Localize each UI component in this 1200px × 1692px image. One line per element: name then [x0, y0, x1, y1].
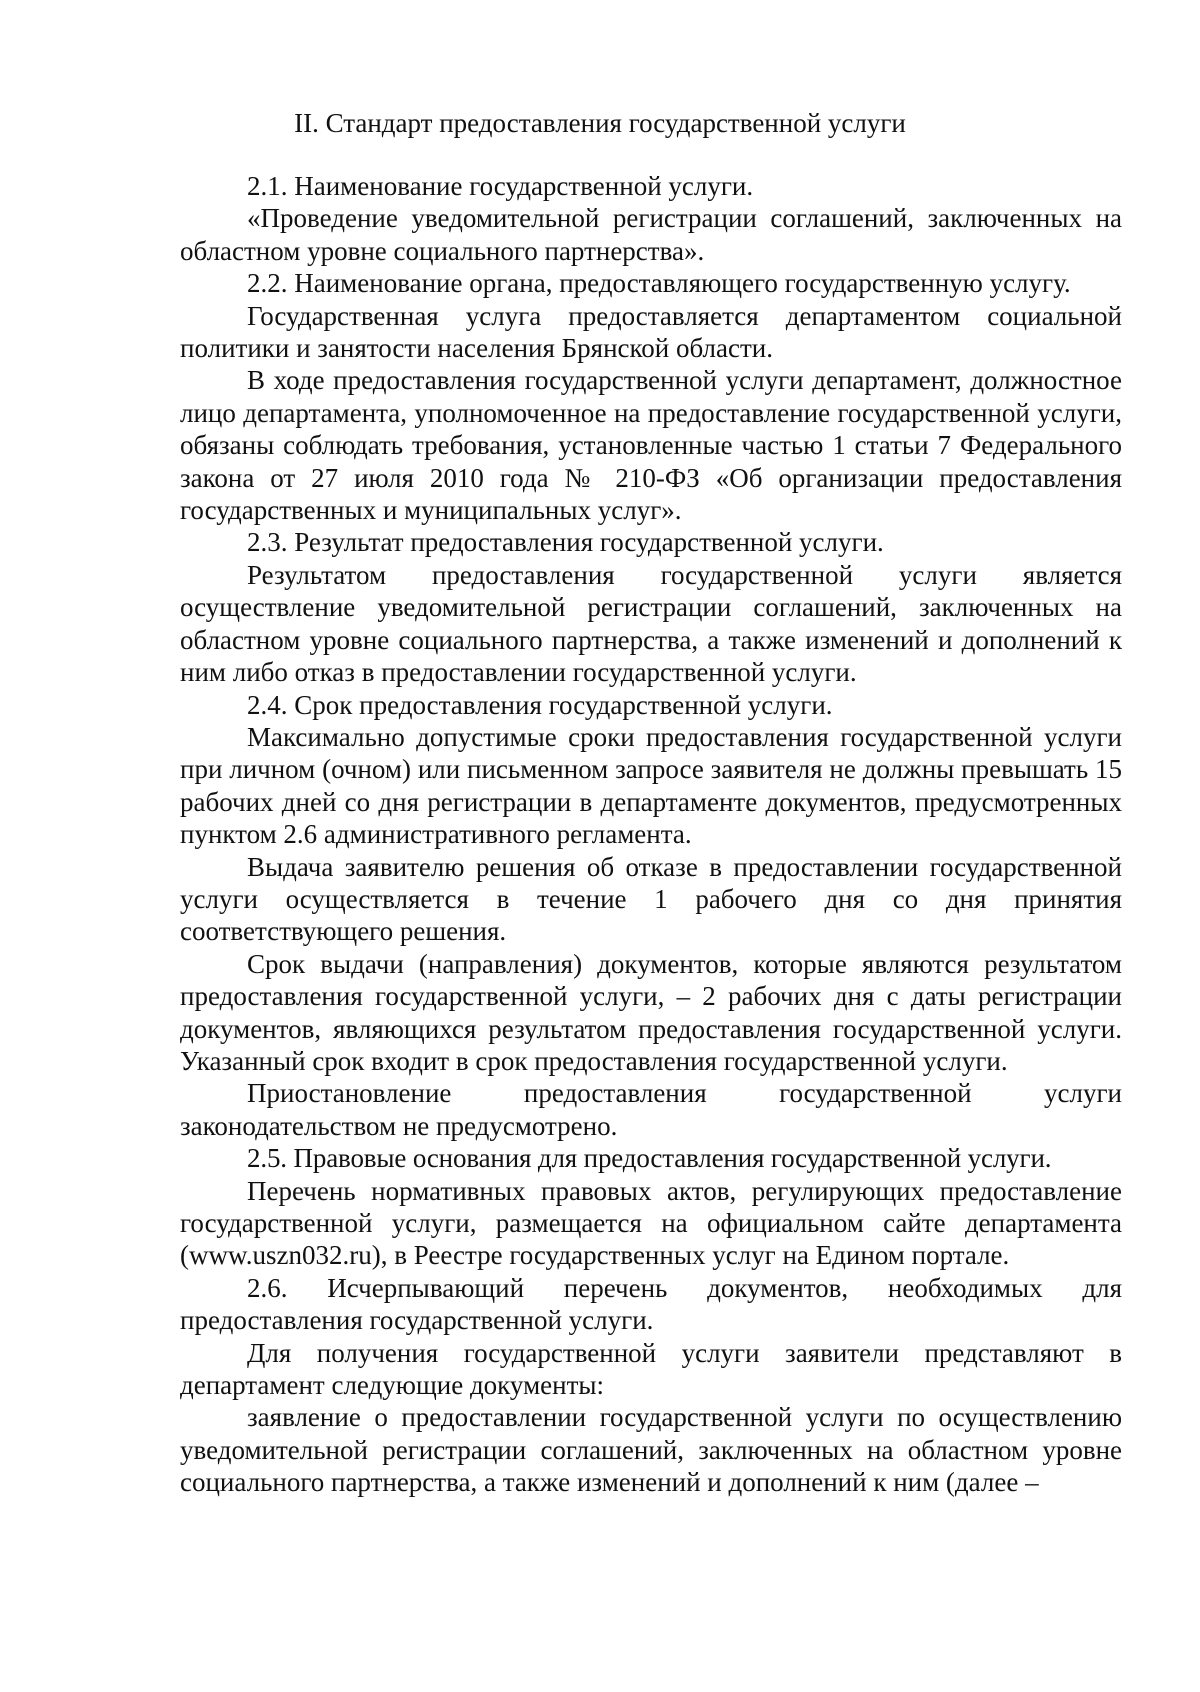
suspension-paragraph: Приостановление предоставления государственной услуги законодательством не предусмотрено. — [180, 1078, 1122, 1141]
issue-term-paragraph: Срок выдачи (направления) документов, которые являются результатом предоставления государственной услуги, – 2 рабочих дня с даты регистрации документов, являющихся результатом предоставления государственной услуги. Указанный срок входит в срок предоставления государственной услуги. — [180, 948, 1122, 1076]
requirements-paragraph: В ходе предоставления государственной услуги департамент, должностное лицо департамента, уполномоченное на предоставление государственной услуги, обязаны соблюдать требования, установленные частью 1 статьи 7 Федерального закона от 27 июля 2010 года № 210-ФЗ «Об организации предоставления государственных и муниципальных услуг». — [180, 365, 1122, 526]
max-term-paragraph: Максимально допустимые сроки предоставления государственной услуги при личном (очном) или письменном запросе заявителя не должны превышать 15 рабочих дней со дня регистрации в департаменте документов, предусмотренных пунктом 2.6 административного регламента. — [180, 721, 1122, 850]
refusal-paragraph: Выдача заявителю решения об отказе в предоставлении государственной услуги осуществляется в течение 1 рабочего дня со дня принятия соответствующего решения. — [180, 851, 1122, 947]
service-name-paragraph: «Проведение уведомительной регистрации соглашений, заключенных на областном уровне социального партнерства». — [180, 203, 1122, 266]
heading-2-2: 2.2. Наименование органа, предоставляющего государственную услугу. — [247, 268, 1071, 299]
provider-paragraph: Государственная услуга предоставляется департаментом социальной политики и занятости населения Брянской области. — [180, 300, 1122, 364]
heading-2-1: 2.1. Наименование государственной услуги. — [247, 171, 754, 201]
heading-2-3: 2.3. Результат предоставления государственной услуги. — [247, 527, 884, 558]
result-paragraph: Результатом предоставления государственной услуги является осуществление уведомительной регистрации соглашений, заключенных на областном уровне социального партнерства, а также изменений и дополнений к ним либо отказ в предоставлении государственной услуги. — [180, 559, 1122, 688]
heading-2-6-paragraph: 2.6. Исчерпывающий перечень документов, необходимых для предоставления государственной услуги. — [180, 1272, 1122, 1336]
legal-acts-paragraph: Перечень нормативных правовых актов, регулирующих предоставление государственной услуги, размещается на официальном сайте департамента (www.uszn032.ru), в Реестре государственных услуг на Едином портале. — [180, 1175, 1122, 1271]
documents-intro-paragraph: Для получения государственной услуги заявители представляют в департамент следующие документы: — [180, 1337, 1122, 1401]
application-paragraph: заявление о предоставлении государственной услуги по осуществлению уведомительной регистрации соглашений, заключенных на областном уровне социального партнерства, а также изменений и дополнений к ним (далее – — [180, 1402, 1122, 1498]
document-body — [180, 170, 1122, 1499]
section-title: II. Стандарт предоставления государственной услуги — [294, 108, 906, 138]
heading-2-5: 2.5. Правовые основания для предоставления государственной услуги. — [247, 1143, 1052, 1174]
heading-2-4: 2.4. Срок предоставления государственной услуги. — [247, 689, 833, 720]
